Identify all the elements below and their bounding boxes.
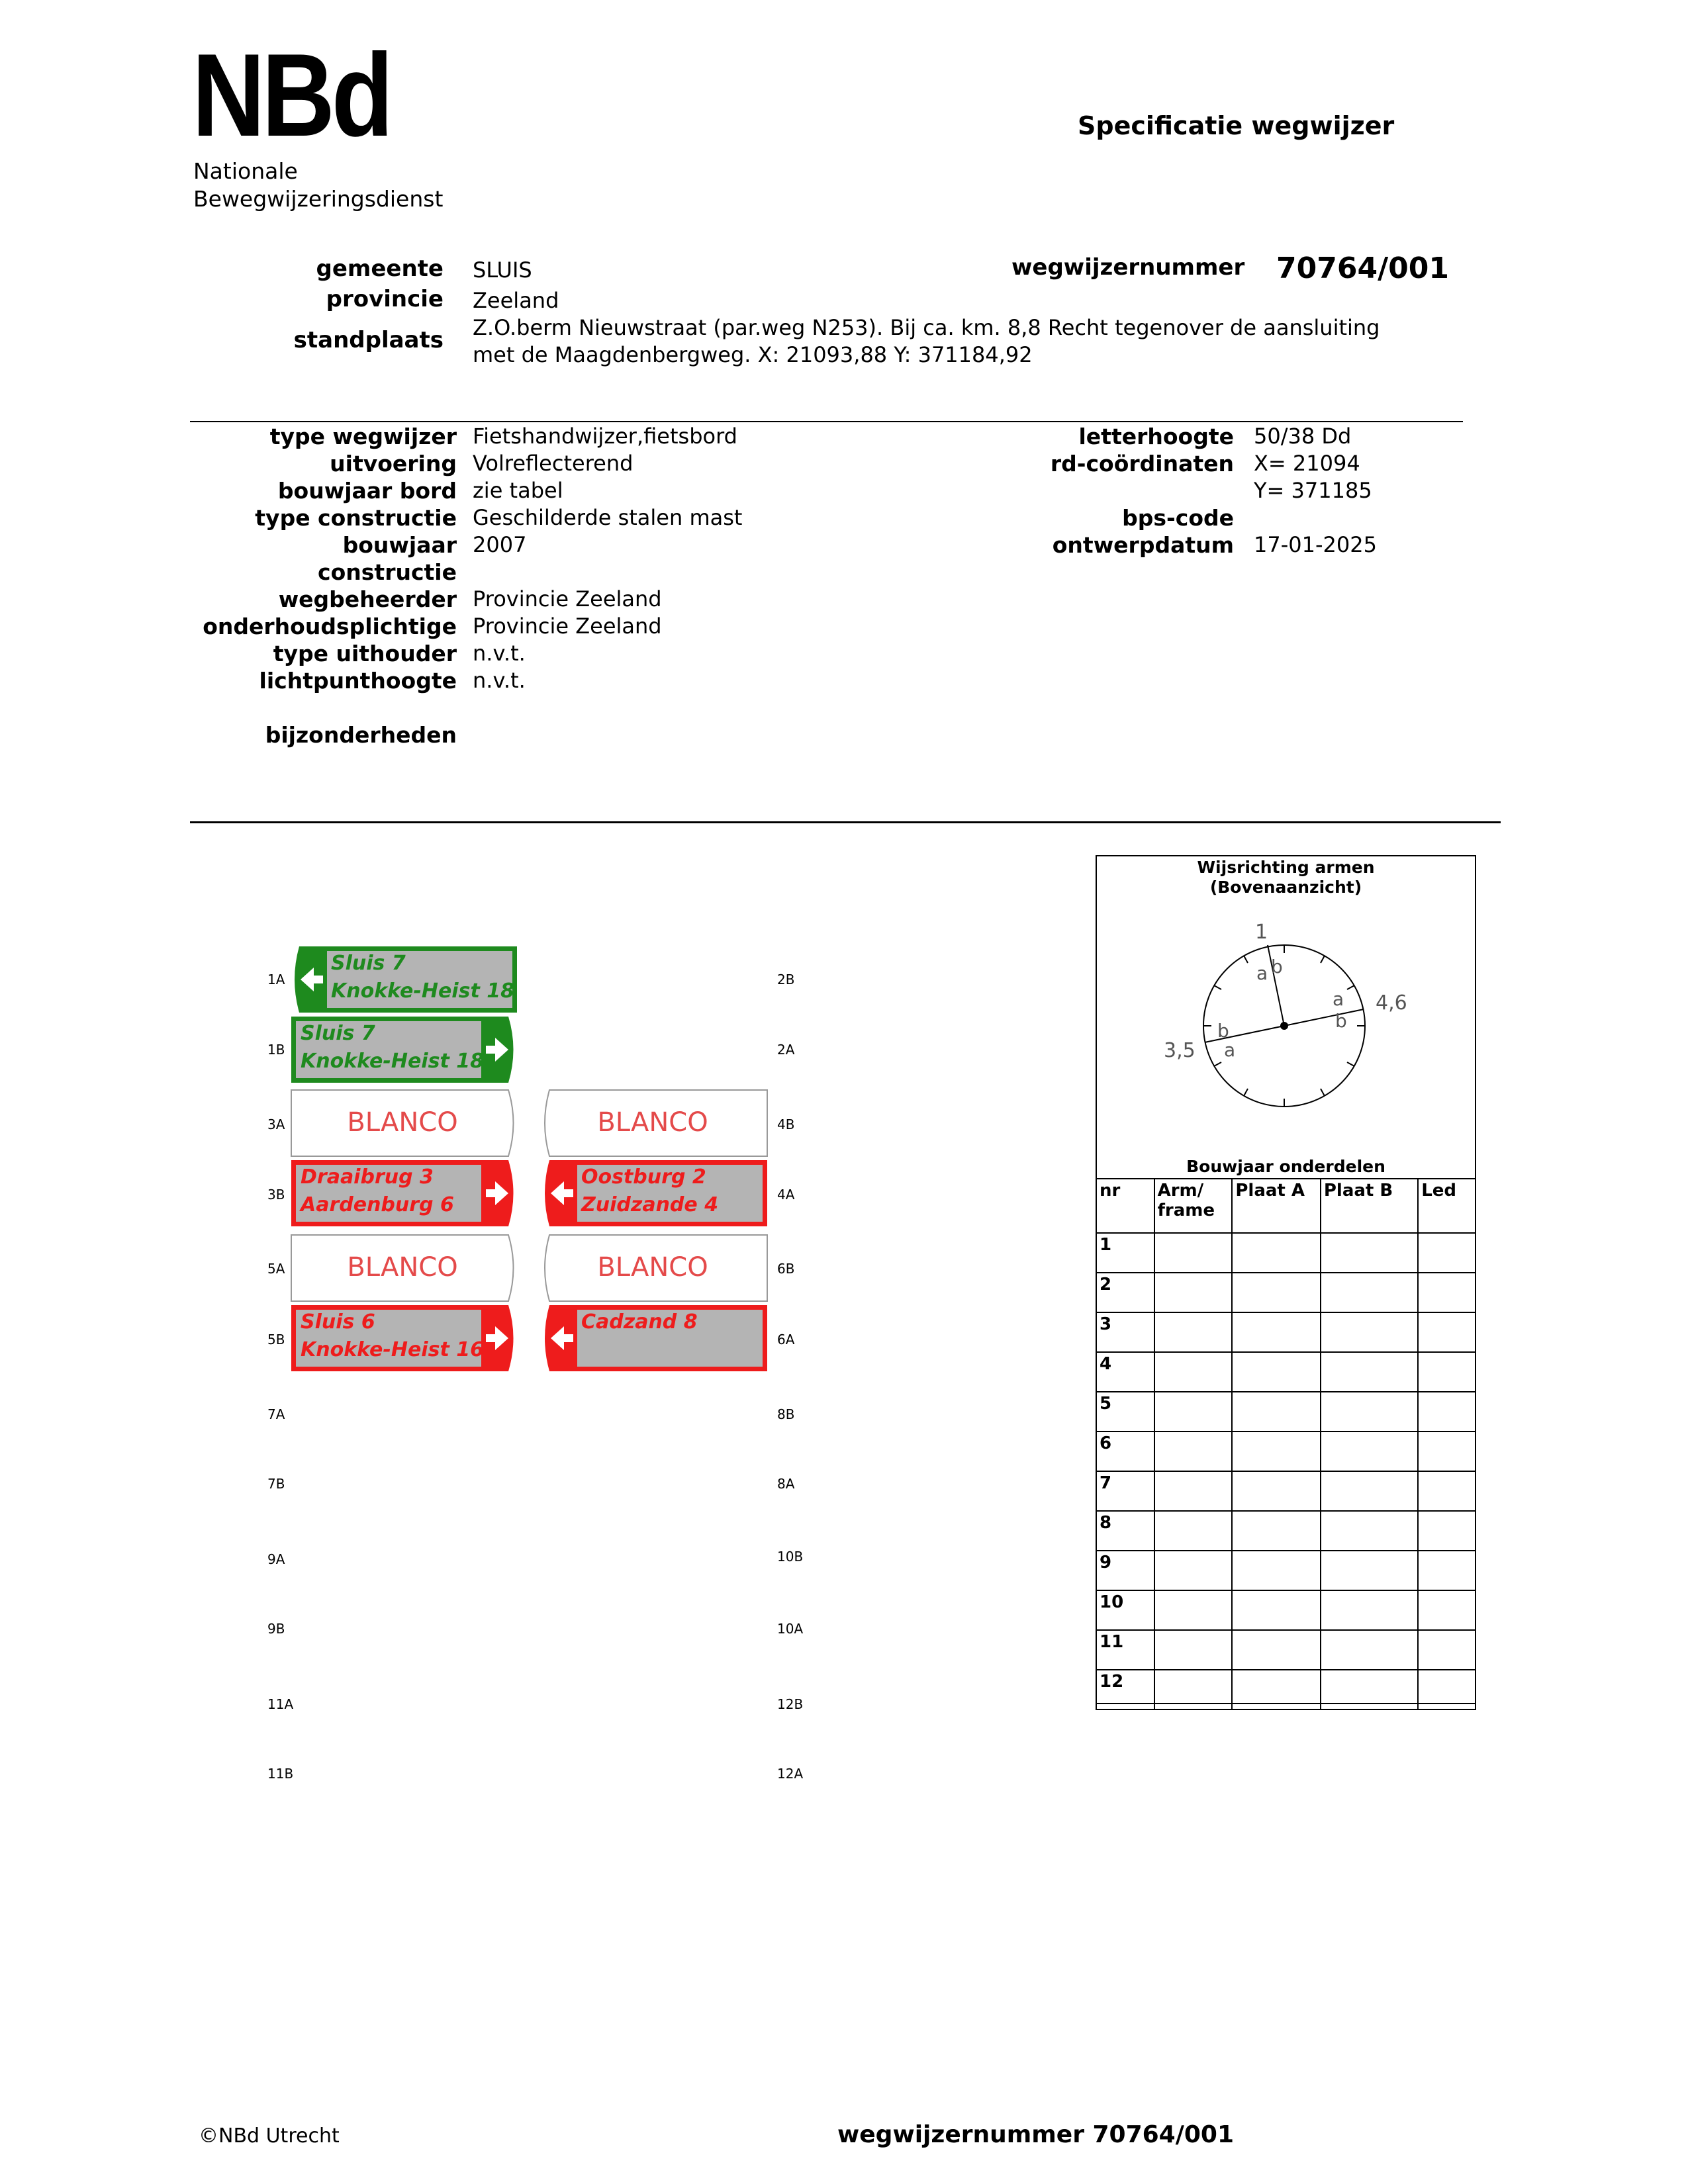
row-nr: 12: [1096, 1670, 1154, 1709]
sign-5a-text: BLANCO: [347, 1252, 458, 1283]
pos-label: 5B: [267, 1332, 285, 1347]
pos-label: 2A: [777, 1042, 795, 1058]
row-nr: 7: [1096, 1471, 1154, 1511]
arm-1-side-b: b: [1271, 956, 1283, 978]
sign-1b-line2: Knokke-Heist 18: [301, 1050, 484, 1073]
sign-3b-line1: Draaibrug 3: [301, 1165, 434, 1189]
spec-value: zie tabel: [473, 478, 563, 503]
arm-35-side-b: b: [1217, 1020, 1229, 1042]
pos-label: 10B: [777, 1549, 804, 1565]
sign-6a: [540, 1304, 765, 1373]
arm-35-line: [1205, 1026, 1284, 1042]
table-row: [1096, 1551, 1476, 1590]
table-row: [1096, 1233, 1476, 1273]
arm-46-line: [1284, 1009, 1364, 1026]
table-row: [1096, 1312, 1476, 1352]
spec-label: type wegwijzer: [269, 424, 457, 449]
spec-label: bps-code: [1122, 505, 1234, 531]
specs-left: [172, 423, 457, 749]
row-nr: 3: [1096, 1312, 1154, 1352]
divider-bottom: [190, 821, 1501, 823]
sign-5b-line1: Sluis 6: [301, 1310, 375, 1334]
spec-label: lichtpunthoogte: [259, 668, 457, 694]
spec-value: Volreflecterend: [473, 451, 633, 476]
parts-header-row: [1096, 1179, 1476, 1233]
pos-label: 10A: [777, 1621, 804, 1637]
pos-label: 9A: [267, 1551, 285, 1567]
pos-label: 4B: [777, 1116, 795, 1132]
pos-label: 3A: [267, 1116, 285, 1132]
row-nr: 11: [1096, 1630, 1154, 1670]
spec-label: [980, 477, 1234, 504]
spec-label: bouwjaar: [342, 532, 457, 558]
sign-1a: [290, 945, 515, 1014]
arm-46-side-a: a: [1333, 988, 1344, 1010]
org-name-line1: Nationale: [193, 158, 298, 184]
compass-center: [1280, 1022, 1288, 1030]
spec-value: Provincie Zeeland: [473, 586, 662, 612]
spec-value: 2007: [473, 532, 527, 557]
pos-label: 4A: [777, 1187, 795, 1203]
divider-top: [190, 421, 1463, 422]
pos-label: 1A: [267, 972, 285, 987]
arm-46-label: 4,6: [1376, 991, 1407, 1015]
bijzonderheden-label: bijzonderheden: [265, 722, 457, 748]
col-header: Plaat A: [1232, 1179, 1321, 1233]
spec-value: [1254, 504, 1452, 531]
spec-value: 17-01-2025: [1254, 532, 1377, 557]
spec-label: rd-coördinaten: [1050, 451, 1234, 477]
table-row: [1096, 1471, 1476, 1511]
wegwijzernummer-label: wegwijzernummer: [1011, 254, 1245, 281]
standplaats-line2: met de Maagdenbergweg. X: 21093,88 Y: 371184,92: [473, 342, 1033, 367]
parts-table-title: Bouwjaar onderdelen: [1186, 1157, 1385, 1176]
provincie-label: provincie: [326, 286, 444, 312]
spec-label: bouwjaar bord: [277, 478, 457, 504]
col-header: Led: [1418, 1179, 1476, 1233]
spec-value: Provincie Zeeland: [473, 614, 662, 639]
parts-table: [1096, 1178, 1476, 1710]
arm-1-label: 1: [1255, 921, 1268, 944]
sign-4b-text: BLANCO: [597, 1107, 708, 1138]
footer-copyright: ©NBd Utrecht: [199, 2124, 340, 2148]
table-row: [1096, 1630, 1476, 1670]
spec-label: onderhoudsplichtige: [203, 614, 457, 639]
gemeente-value: SLUIS: [473, 257, 532, 283]
spec-label: wegbeheerder: [278, 586, 457, 612]
arm-35-side-a: a: [1224, 1039, 1236, 1061]
nbd-logo: NBd: [192, 29, 391, 161]
pos-label: 11B: [267, 1766, 294, 1782]
wegwijzernummer-value: 70764/001: [1276, 251, 1449, 285]
table-row: [1096, 1511, 1476, 1551]
pos-label: 2B: [777, 972, 795, 987]
sign-4a-line1: Oostburg 2: [581, 1165, 706, 1189]
pos-label: 7B: [267, 1476, 285, 1492]
pos-label: 11A: [267, 1696, 294, 1712]
pos-label: 8A: [777, 1476, 795, 1492]
sign-6b-text: BLANCO: [597, 1252, 708, 1283]
pos-label: 3B: [267, 1187, 285, 1203]
sign-5b-line2: Knokke-Heist 16: [301, 1338, 484, 1361]
pos-label: 7A: [267, 1406, 285, 1422]
row-nr: 4: [1096, 1352, 1154, 1392]
spec-label: ontwerpdatum: [1052, 532, 1234, 558]
row-nr: 2: [1096, 1273, 1154, 1312]
col-header: Arm/ frame: [1154, 1179, 1233, 1233]
row-nr: 6: [1096, 1432, 1154, 1471]
specs-left-values: [473, 423, 936, 694]
row-nr: 8: [1096, 1511, 1154, 1551]
sign-5a: [290, 1234, 515, 1302]
spec-value: Fietshandwijzer,fietsbord: [473, 424, 737, 449]
sign-6a-line1: Cadzand 8: [581, 1310, 698, 1334]
standplaats-label: standplaats: [293, 327, 444, 353]
spec-value: [473, 559, 936, 586]
table-row: [1096, 1273, 1476, 1312]
compass-subtitle: (Bovenaanzicht): [1209, 878, 1362, 897]
sign-6b: [540, 1234, 765, 1302]
sign-4a: [540, 1159, 765, 1228]
spec-value: Y= 371185: [1254, 478, 1372, 503]
col-header: nr: [1096, 1179, 1154, 1233]
row-nr: 1: [1096, 1233, 1154, 1273]
spec-value: n.v.t.: [473, 641, 526, 666]
spec-label: letterhoogte: [1078, 424, 1234, 449]
spec-value: Geschilderde stalen mast: [473, 505, 743, 530]
table-row: [1096, 1590, 1476, 1630]
footer-wegwijzernummer: wegwijzernummer 70764/001: [837, 2121, 1235, 2148]
pos-label: 8B: [777, 1406, 795, 1422]
table-row: [1096, 1352, 1476, 1392]
gemeente-label: gemeente: [316, 255, 444, 282]
pos-label: 12B: [777, 1696, 804, 1712]
pos-label: 5A: [267, 1261, 285, 1277]
specs-right: [980, 423, 1234, 559]
sign-5b: [290, 1304, 515, 1373]
sign-3b-line2: Aardenburg 6: [301, 1193, 454, 1216]
compass-title: Wijsrichting armen: [1197, 858, 1375, 877]
sign-4a-line2: Zuidzande 4: [581, 1193, 719, 1216]
pos-label: 9B: [267, 1621, 285, 1637]
sign-1a-line1: Sluis 7: [331, 952, 406, 975]
row-nr: 9: [1096, 1551, 1154, 1590]
table-row: [1096, 1392, 1476, 1432]
table-row: [1096, 1670, 1476, 1709]
compass-diagram: [1096, 900, 1476, 1118]
spec-label: type constructie: [255, 505, 457, 531]
pos-label: 6B: [777, 1261, 795, 1277]
arm-1-side-a: a: [1256, 962, 1268, 984]
document-title: Specificatie wegwijzer: [1078, 111, 1395, 140]
row-nr: 5: [1096, 1392, 1154, 1432]
specs-right-values: [1254, 423, 1452, 559]
spec-label: type uithouder: [273, 641, 457, 666]
org-name-line2: Bewegwijzeringsdienst: [193, 186, 444, 212]
spec-label: constructie: [318, 559, 457, 585]
sign-4b: [540, 1089, 765, 1158]
sign-1a-line2: Knokke-Heist 18: [331, 979, 514, 1003]
provincie-value: Zeeland: [473, 288, 559, 313]
pos-label: 12A: [777, 1766, 804, 1782]
sign-3a: [290, 1089, 515, 1158]
sign-3b: [290, 1159, 515, 1228]
row-nr: 10: [1096, 1590, 1154, 1630]
sign-3a-text: BLANCO: [347, 1107, 458, 1138]
sign-1b: [290, 1015, 515, 1084]
standplaats-line1: Z.O.berm Nieuwstraat (par.weg N253). Bij ca. km. 8,8 Recht tegenover de aansluiting: [473, 315, 1380, 340]
spec-value: 50/38 Dd: [1254, 424, 1352, 449]
pos-label: 6A: [777, 1332, 795, 1347]
spec-value: X= 21094: [1254, 451, 1360, 476]
table-row: [1096, 1432, 1476, 1471]
spec-value: n.v.t.: [473, 668, 526, 693]
sign-1b-line1: Sluis 7: [301, 1022, 375, 1045]
spec-label: uitvoering: [330, 451, 457, 477]
pos-label: 1B: [267, 1042, 285, 1058]
col-header: Plaat B: [1321, 1179, 1418, 1233]
arm-46-side-b: b: [1335, 1010, 1347, 1032]
arm-35-label: 3,5: [1164, 1039, 1196, 1062]
